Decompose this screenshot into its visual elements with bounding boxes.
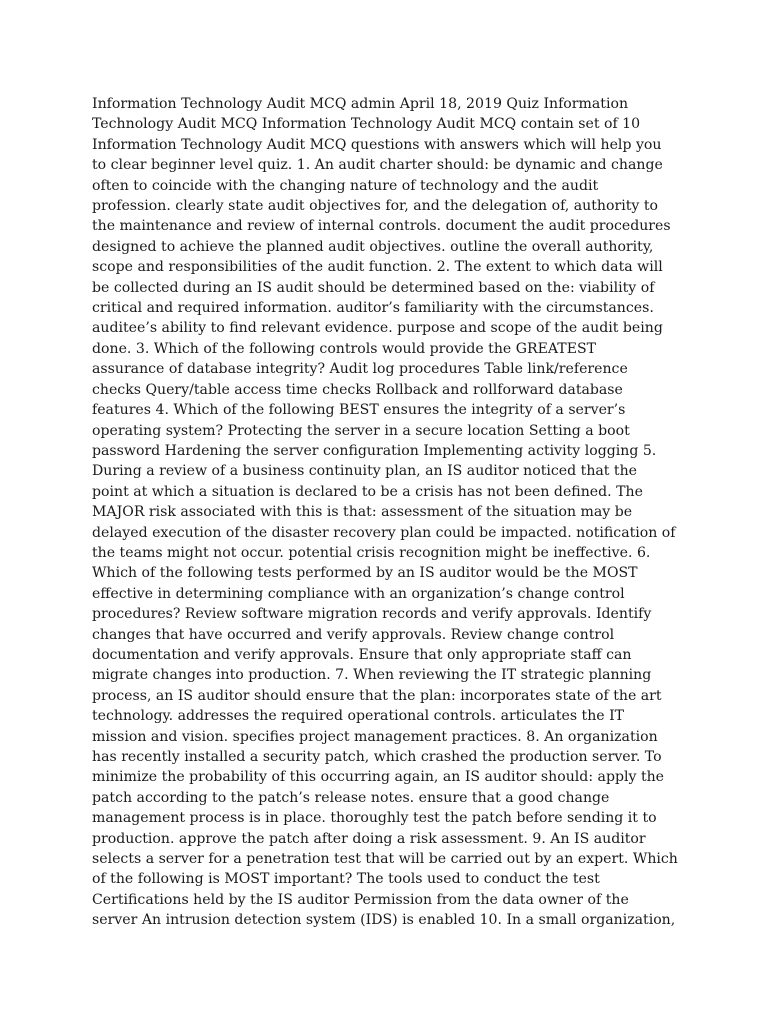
text-line: procedures? Review software migration records and verify approvals. Identify bbox=[92, 606, 652, 623]
text-line: features 4. Which of the following BEST ensures the integrity of a server’s bbox=[92, 402, 626, 419]
text-line: critical and required information. auditor’s familiarity with the circumstances. bbox=[92, 300, 654, 317]
text-line: delayed execution of the disaster recovery plan could be impacted. notification of bbox=[92, 524, 676, 541]
text-line: checks Query/table access time checks Rollback and rollforward database bbox=[92, 381, 623, 398]
text-line: assurance of database integrity? Audit log procedures Table link/reference bbox=[92, 361, 628, 378]
text-line: scope and responsibilities of the audit function. 2. The extent to which data will bbox=[92, 259, 663, 276]
text-line: minimize the probability of this occurring again, an IS auditor should: apply the bbox=[92, 769, 665, 786]
text-line: migrate changes into production. 7. When reviewing the IT strategic planning bbox=[92, 667, 652, 684]
text-line: During a review of a business continuity plan, an IS auditor noticed that the bbox=[92, 463, 638, 480]
text-line: designed to achieve the planned audit objectives. outline the overall authority, bbox=[92, 238, 654, 255]
text-line: process, an IS auditor should ensure that the plan: incorporates state of the art bbox=[92, 687, 662, 704]
text-line: of the following is MOST important? The tools used to conduct the test bbox=[92, 871, 600, 888]
text-line: password Hardening the server configuration Implementing activity logging 5. bbox=[92, 442, 657, 459]
text-line: documentation and verify approvals. Ensure that only appropriate staff can bbox=[92, 646, 632, 663]
text-line: auditee’s ability to find relevant evidence. purpose and scope of the audit being bbox=[92, 320, 663, 337]
text-line: server An intrusion detection system (IDS) is enabled 10. In a small organization, bbox=[92, 912, 676, 929]
text-line: the maintenance and review of internal controls. document the audit procedures bbox=[92, 218, 671, 235]
text-line: Certifications held by the IS auditor Permission from the data owner of the bbox=[92, 891, 629, 908]
text-line: Which of the following tests performed by an IS auditor would be the MOST bbox=[92, 565, 638, 582]
text-line: MAJOR risk associated with this is that: assessment of the situation may be bbox=[92, 504, 633, 521]
text-line: selects a server for a penetration test that will be carried out by an expert. Which bbox=[92, 851, 678, 868]
text-line: technology. addresses the required operational controls. articulates the IT bbox=[92, 708, 625, 725]
text-line: profession. clearly state audit objectives for, and the delegation of, authority to bbox=[92, 198, 658, 215]
text-line: Technology Audit MCQ Information Technology Audit MCQ contain set of 10 bbox=[92, 116, 641, 133]
document-text bbox=[92, 94, 682, 931]
text-line: changes that have occurred and verify approvals. Review change control bbox=[92, 626, 615, 643]
text-line: mission and vision. specifies project management practices. 8. An organization bbox=[92, 728, 658, 745]
text-line: often to coincide with the changing nature of technology and the audit bbox=[92, 177, 599, 194]
text-line: production. approve the patch after doing a risk assessment. 9. An IS auditor bbox=[92, 830, 646, 847]
text-line: the teams might not occur. potential crisis recognition might be ineffective. 6. bbox=[92, 544, 651, 561]
text-line: to clear beginner level quiz. 1. An audit charter should: be dynamic and change bbox=[92, 157, 663, 174]
text-line: has recently installed a security patch, which crashed the production server. To bbox=[92, 749, 662, 765]
text-line: Information Technology Audit MCQ questions with answers which will help you bbox=[92, 136, 662, 153]
text-line: operating system? Protecting the server in a secure location Setting a boot bbox=[92, 422, 630, 439]
text-line: done. 3. Which of the following controls would provide the GREATEST bbox=[92, 340, 597, 357]
text-line: management process is in place. thoroughly test the patch before sending it to bbox=[92, 810, 657, 827]
text-line: effective in determining compliance with an organization’s change control bbox=[92, 585, 625, 602]
text-line: point at which a situation is declared to be a crisis has not been defined. The bbox=[92, 483, 643, 500]
text-line: patch according to the patch’s release notes. ensure that a good change bbox=[92, 789, 610, 806]
text-line: be collected during an IS audit should be determined based on the: viability of bbox=[92, 279, 655, 296]
text-line: Information Technology Audit MCQ admin April 18, 2019 Quiz Information bbox=[92, 96, 629, 112]
